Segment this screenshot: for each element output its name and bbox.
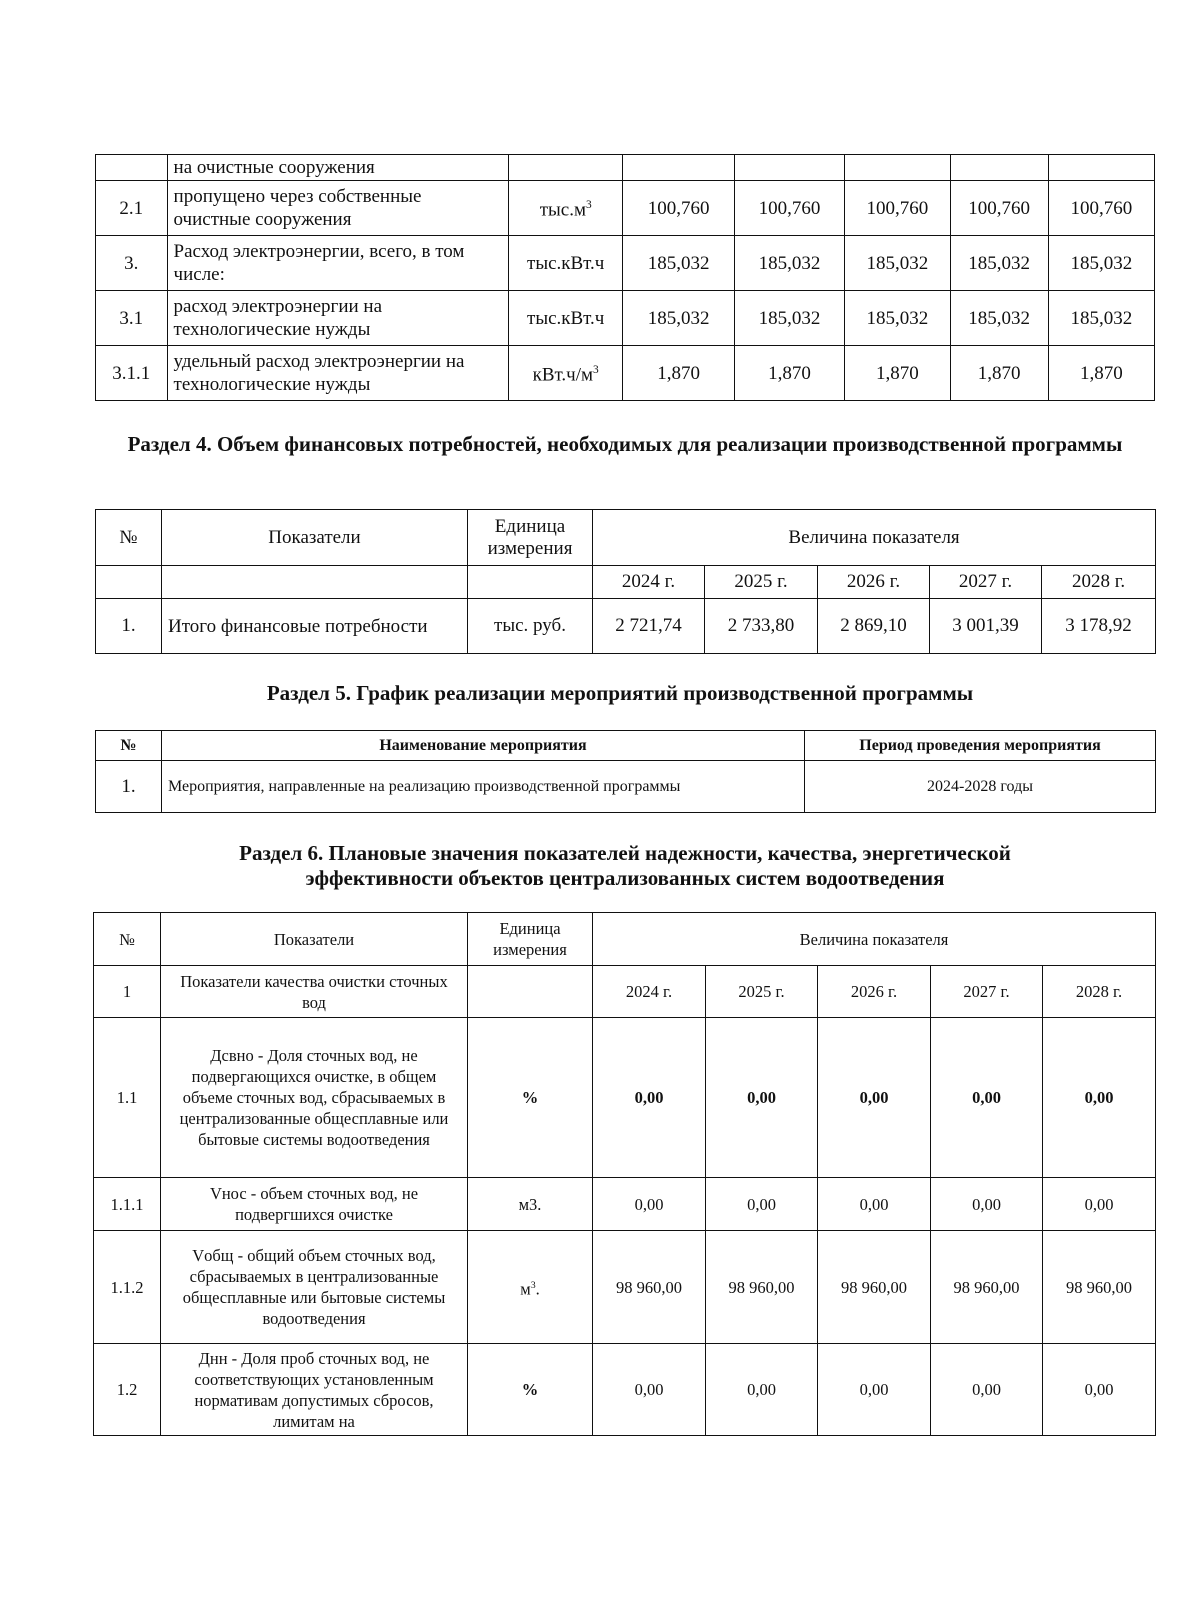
table-row (94, 1344, 1156, 1436)
row-name: на очистные сооружения (167, 155, 508, 181)
row-name: Мероприятия, направленные на реализацию производственной программы (162, 761, 805, 813)
row-value-2026: 98 960,00 (818, 1231, 931, 1344)
row-value-2026: 185,032 (845, 291, 950, 346)
row-value-2028: 0,00 (1043, 1018, 1156, 1178)
row-value-2024: 185,032 (623, 236, 734, 291)
row-value-2027: 0,00 (931, 1344, 1043, 1436)
row-number: 1. (96, 599, 162, 654)
header-period: Период проведения мероприятия (805, 731, 1156, 761)
row-period: 2024-2028 годы (805, 761, 1156, 813)
row-name: расход электроэнергии на технологические нужды (167, 291, 508, 346)
row-value-2024: 2 721,74 (593, 599, 705, 654)
header-number: № (94, 913, 161, 966)
row-name: Дсвно - Доля сточных вод, не подвергающихся очистке, в общем объеме сточных вод, сбрасываемых в централизованные общесплавные или бытовые системы водоотведения (161, 1018, 468, 1178)
table-header-row (94, 913, 1156, 966)
row-unit: $кВт.ч/м^3$ (508, 346, 622, 401)
indicators-continuation-table (95, 154, 1155, 401)
row-value-2024: 0,00 (593, 1344, 706, 1436)
row-value-2024: 0,00 (593, 1178, 706, 1231)
reliability-indicators-table (93, 912, 1156, 1436)
row-name: Днн - Доля проб сточных вод, не соответствующих установленным нормативам допустимых сбросов, лимитам на (161, 1344, 468, 1436)
table-row (94, 1178, 1156, 1231)
year-2028: 2028 г. (1043, 966, 1156, 1018)
row-value-2026: 0,00 (818, 1344, 931, 1436)
table-header-row (96, 510, 1156, 566)
row-value-2026: 185,032 (845, 236, 950, 291)
row-value-2026: 1,870 (845, 346, 950, 401)
row-unit: тыс.кВт.ч (508, 236, 622, 291)
row-value-2026: 2 869,10 (818, 599, 930, 654)
row-number: 1.1.1 (94, 1178, 161, 1231)
row-value-2025: 185,032 (734, 236, 844, 291)
row-name: Vнос - объем сточных вод, не подвергшихся очистке (161, 1178, 468, 1231)
header-name: Наименование мероприятия (162, 731, 805, 761)
section-4-title: Раздел 4. Объем финансовых потребностей, необходимых для реализации производственной программы (127, 432, 1123, 456)
row-value-2027: 185,032 (950, 291, 1048, 346)
row-value-2028: 100,760 (1048, 181, 1154, 236)
row-value-2025: 0,00 (706, 1344, 818, 1436)
row-name: Показатели качества очистки сточных вод (161, 966, 468, 1018)
year-2024: 2024 г. (593, 966, 706, 1018)
row-value-2027: 100,760 (950, 181, 1048, 236)
row-value-2027: 0,00 (931, 1018, 1043, 1178)
row-value-2027: 1,870 (950, 346, 1048, 401)
row-unit: тыс. руб. (468, 599, 593, 654)
row-value-2024: 185,032 (623, 291, 734, 346)
year-2027: 2027 г. (930, 566, 1042, 599)
row-number: 1. (96, 761, 162, 813)
empty-cell (96, 566, 162, 599)
header-number: № (96, 510, 162, 566)
table-row (94, 1018, 1156, 1178)
financial-needs-table (95, 509, 1156, 654)
row-number: 1 (94, 966, 161, 1018)
row-unit: тыс.кВт.ч (508, 291, 622, 346)
row-number: 1.1 (94, 1018, 161, 1178)
year-2026: 2026 г. (818, 566, 930, 599)
row-value-2025 (734, 155, 844, 181)
row-number: 1.1.2 (94, 1231, 161, 1344)
table-row (96, 155, 1155, 181)
row-value-2024: 100,760 (623, 181, 734, 236)
empty-cell (162, 566, 468, 599)
row-value-2025: 0,00 (706, 1178, 818, 1231)
row-value-2027: 0,00 (931, 1178, 1043, 1231)
row-value-2026 (845, 155, 950, 181)
row-value-2027: 98 960,00 (931, 1231, 1043, 1344)
table-row (94, 1231, 1156, 1344)
header-number: № (96, 731, 162, 761)
row-value-2028: 98 960,00 (1043, 1231, 1156, 1344)
row-value-2025: 1,870 (734, 346, 844, 401)
header-value: Величина показателя (593, 510, 1156, 566)
row-value-2028: 1,870 (1048, 346, 1154, 401)
row-value-2024: 1,870 (623, 346, 734, 401)
row-name: Итого финансовые потребности (162, 599, 468, 654)
year-2026: 2026 г. (818, 966, 931, 1018)
table-header-row (96, 731, 1156, 761)
table-row (96, 236, 1155, 291)
row-value-2027 (950, 155, 1048, 181)
row-name: пропущено через собственные очистные сооружения (167, 181, 508, 236)
year-2027: 2027 г. (931, 966, 1043, 1018)
row-value-2026: 0,00 (818, 1018, 931, 1178)
row-unit: $тыс.м^3$ (508, 181, 622, 236)
row-number: 1.2 (94, 1344, 161, 1436)
row-value-2024: 0,00 (593, 1018, 706, 1178)
row-name: Расход электроэнергии, всего, в том числе: (167, 236, 508, 291)
row-value-2027: 3 001,39 (930, 599, 1042, 654)
row-value-2028: 3 178,92 (1042, 599, 1156, 654)
row-unit: % (468, 1344, 593, 1436)
row-name: Vобщ - общий объем сточных вод, сбрасываемых в централизованные общесплавные или бытовые системы водоотведения (161, 1231, 468, 1344)
row-value-2025: 185,032 (734, 291, 844, 346)
row-value-2025: 2 733,80 (705, 599, 818, 654)
schedule-table (95, 730, 1156, 813)
row-value-2028 (1048, 155, 1154, 181)
header-unit: Единица измерения (468, 510, 593, 566)
header-value: Величина показателя (593, 913, 1156, 966)
row-value-2028: 185,032 (1048, 291, 1154, 346)
header-name: Показатели (162, 510, 468, 566)
header-name: Показатели (161, 913, 468, 966)
table-group-row (94, 966, 1156, 1018)
section-5-title: Раздел 5. График реализации мероприятий производственной программы (266, 681, 974, 705)
row-number: 3. (96, 236, 168, 291)
row-value-2025: 0,00 (706, 1018, 818, 1178)
row-value-2024: 98 960,00 (593, 1231, 706, 1344)
table-row (96, 291, 1155, 346)
row-value-2028: 0,00 (1043, 1344, 1156, 1436)
row-value-2028: 0,00 (1043, 1178, 1156, 1231)
year-2025: 2025 г. (705, 566, 818, 599)
row-number: 2.1 (96, 181, 168, 236)
row-value-2026: 100,760 (845, 181, 950, 236)
table-row (96, 599, 1156, 654)
year-2024: 2024 г. (593, 566, 705, 599)
year-2025: 2025 г. (706, 966, 818, 1018)
table-row (96, 761, 1156, 813)
row-value-2025: 98 960,00 (706, 1231, 818, 1344)
table-row (96, 346, 1155, 401)
row-value-2024 (623, 155, 734, 181)
year-2028: 2028 г. (1042, 566, 1156, 599)
header-unit: Единица измерения (468, 913, 593, 966)
row-value-2027: 185,032 (950, 236, 1048, 291)
table-row (96, 181, 1155, 236)
empty-cell (468, 566, 593, 599)
row-unit: $м^3$. (468, 1231, 593, 1344)
row-unit (468, 966, 593, 1018)
row-value-2025: 100,760 (734, 181, 844, 236)
row-number: 3.1.1 (96, 346, 168, 401)
row-name: удельный расход электроэнергии на технологические нужды (167, 346, 508, 401)
row-number (96, 155, 168, 181)
row-unit (508, 155, 622, 181)
row-value-2026: 0,00 (818, 1178, 931, 1231)
table-year-row (96, 566, 1156, 599)
row-unit: м3. (468, 1178, 593, 1231)
row-number: 3.1 (96, 291, 168, 346)
row-value-2028: 185,032 (1048, 236, 1154, 291)
section-6-title: Раздел 6. Плановые значения показателей надежности, качества, энергетической эффективности объектов централизованных систем водоотведения (239, 841, 1011, 890)
row-unit: % (468, 1018, 593, 1178)
